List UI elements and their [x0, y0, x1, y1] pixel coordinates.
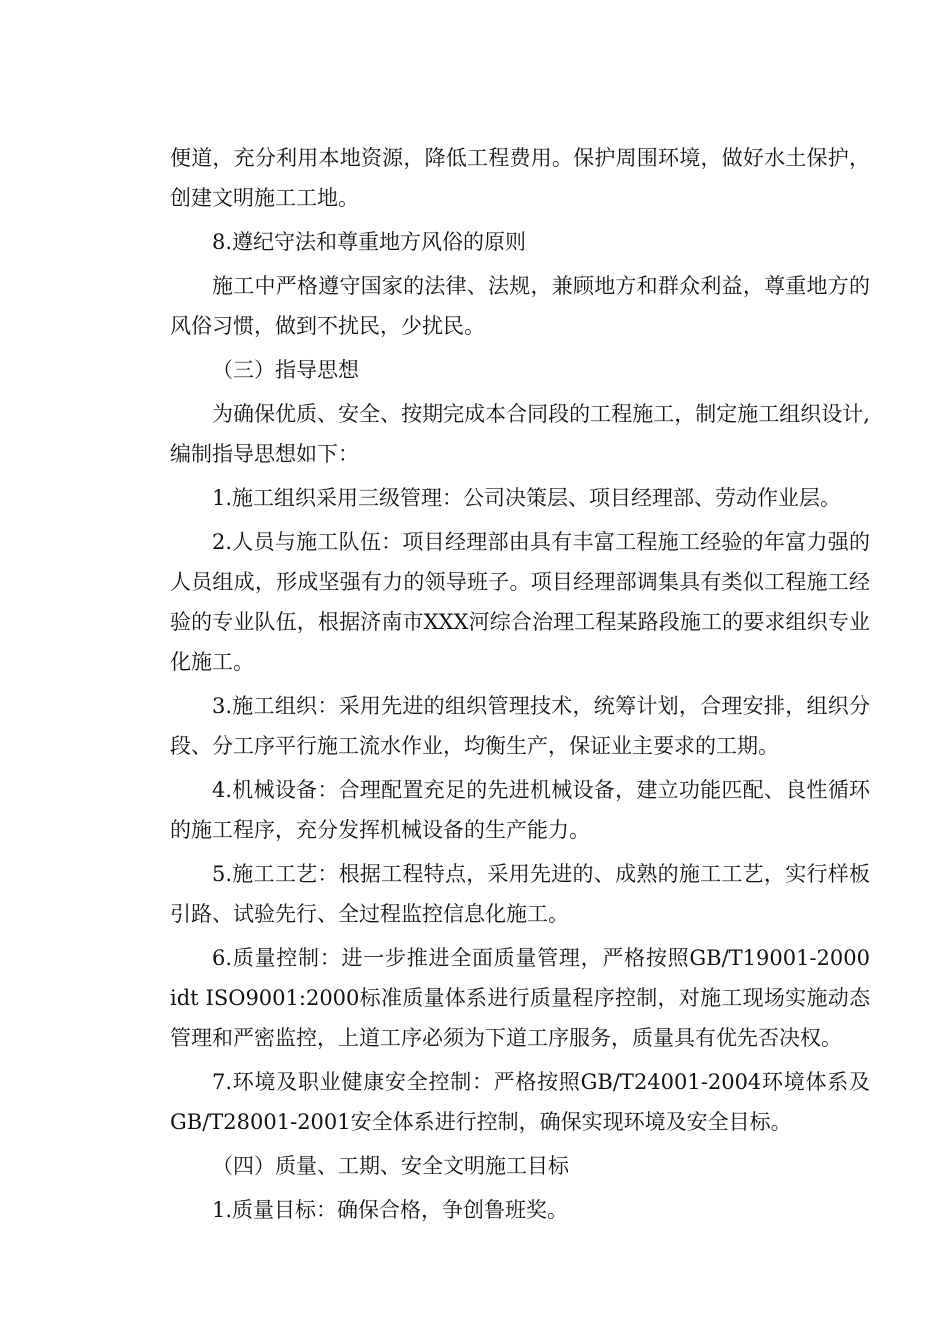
paragraph-law-compliance: 施工中严格遵守国家的法律、法规，兼顾地方和群众利益，尊重地方的风俗习惯，做到不扰民，少扰民。: [170, 274, 870, 338]
list-item-1-quality-target: 1.质量目标：确保合格，争创鲁班奖。: [212, 1198, 569, 1222]
list-item-5-technology: 5.施工工艺：根据工程特点，采用先进的、成熟的施工工艺，实行样板引路、试验先行、全过程监控信息化施工。: [170, 862, 870, 926]
list-item-7-safety-control: 7.环境及职业健康安全控制：严格按照GB/T24001-2004环境体系及GB/T28001-2001安全体系进行控制，确保实现环境及安全目标。: [170, 1070, 870, 1134]
document-body: [170, 138, 870, 1234]
section-item-8-heading: 8.遵纪守法和尊重地方风俗的原则: [212, 230, 527, 254]
list-item-4-equipment: 4.机械设备：合理配置充足的先进机械设备，建立功能匹配、良性循环的施工程序，充分发挥机械设备的生产能力。: [170, 778, 870, 842]
section-heading-guiding-ideology: （三）指导思想: [212, 358, 359, 382]
list-item-6-quality-control: 6.质量控制：进一步推进全面质量管理，严格按照GB/T19001-2000 idt ISO9001:2000标准质量体系进行质量程序控制，对施工现场实施动态管理和严密监控，上道工序必须为下道工序服务，质量具有优先否决权。: [170, 946, 870, 1050]
paragraph-continuation: 便道，充分利用本地资源，降低工程费用。保护周围环境，做好水土保护，创建文明施工工地。: [170, 146, 870, 210]
section-heading-targets: （四）质量、工期、安全文明施工目标: [212, 1154, 569, 1178]
list-item-2-personnel: 2.人员与施工队伍：项目经理部由具有丰富工程施工经验的年富力强的人员组成，形成坚强有力的领导班子。项目经理部调集具有类似工程施工经验的专业队伍，根据济南市XXX河综合治理工程某路段施工的要求组织专业化施工。: [170, 530, 870, 674]
list-item-1-management: 1.施工组织采用三级管理：公司决策层、项目经理部、劳动作业层。: [212, 486, 842, 510]
list-item-3-organization: 3.施工组织：采用先进的组织管理技术，统筹计划，合理安排，组织分段、分工序平行施工流水作业，均衡生产，保证业主要求的工期。: [170, 694, 870, 758]
paragraph-guiding-intro: 为确保优质、安全、按期完成本合同段的工程施工，制定施工组织设计,编制指导思想如下：: [170, 402, 870, 466]
